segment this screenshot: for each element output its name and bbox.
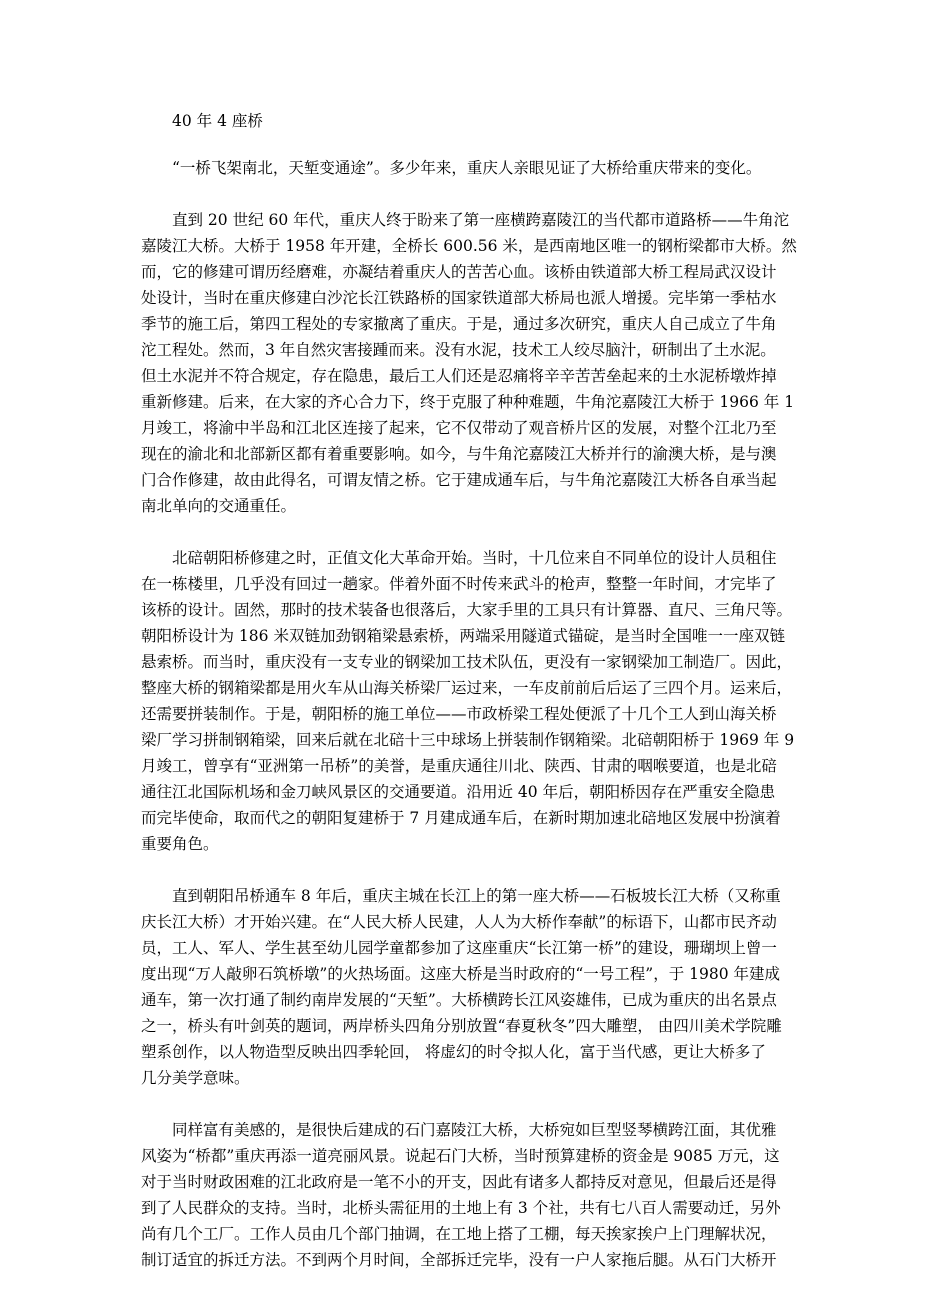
paragraph-line: 处设计，当时在重庆修建白沙沱长江铁路桥的国家铁道部大桥局也派人增援。完毕第一季枯水 — [141, 289, 777, 307]
paragraph — [141, 545, 809, 857]
paragraph-line: 季节的施工后，第四工程处的专家撤离了重庆。于是，通过多次研究，重庆人自己成立了牛角 — [141, 315, 777, 333]
paragraph-line: 制订适宜的拆迁方法。不到两个月时间，全部拆迁完毕，没有一户人家拖后腿。从石门大桥开 — [141, 1251, 777, 1269]
paragraph-line: 还需要拼装制作。于是，朝阳桥的施工单位——市政桥梁工程处便派了十几个工人到山海关桥 — [141, 705, 777, 723]
paragraph-line: 对于当时财政困难的江北政府是一笔不小的开支，因此有诸多人都持反对意见，但最后还是得 — [141, 1173, 777, 1191]
paragraph-line: 之一，桥头有叶剑英的题词，两岸桥头四角分别放置“春夏秋冬”四大雕塑， 由四川美术学院雕 — [141, 1017, 782, 1035]
paragraph-line: 梁厂学习拼制钢箱梁，回来后就在北碚十三中球场上拼装制作钢箱梁。北碚朝阳桥于 1969 年 9 — [141, 731, 795, 749]
section-heading: 40 年 4 座桥 — [172, 112, 263, 130]
paragraph-line: 庆长江大桥）才开始兴建。在“人民大桥人民建，人人为大桥作奉献”的标语下，山都市民齐动 — [141, 913, 777, 931]
paragraph-line: 直到 20 世纪 60 年代，重庆人终于盼来了第一座横跨嘉陵江的当代都市道路桥——牛角沱 — [172, 211, 790, 229]
paragraph — [141, 1117, 809, 1273]
paragraph-line: 直到朝阳吊桥通车 8 年后，重庆主城在长江上的第一座大桥——石板坡长江大桥（又称重 — [172, 887, 781, 905]
paragraph-line: 该桥的设计。固然，那时的技术装备也很落后，大家手里的工具只有计算器、直尺、三角尺等。 — [141, 601, 793, 619]
paragraph-line: 几分美学意味。 — [141, 1069, 250, 1087]
paragraph-line: 到了人民群众的支持。当时，北桥头需征用的土地上有 3 个社，共有七八百人需要动迁，另外 — [141, 1199, 781, 1217]
paragraph-line: 在一栋楼里，几乎没有回过一趟家。伴着外面不时传来武斗的枪声，整整一年时间，才完毕了 — [141, 575, 777, 593]
paragraph-line: 风姿为“桥都”重庆再添一道亮丽风景。说起石门大桥，当时预算建桥的资金是 9085 万元，这 — [141, 1147, 780, 1165]
paragraph-line: 重要角色。 — [141, 835, 219, 853]
paragraph — [141, 207, 809, 519]
paragraph-line: 嘉陵江大桥。大桥于 1958 年开建，全桥长 600.56 米，是西南地区唯一的钢桁梁都市大桥。然 — [141, 237, 797, 255]
document-body — [141, 108, 809, 1299]
paragraph-line: 通往江北国际机场和金刀峡风景区的交通要道。沿用近 40 年后，朝阳桥因存在严重安全隐患 — [141, 783, 776, 801]
paragraph — [141, 883, 809, 1091]
paragraph-line: 整座大桥的钢箱梁都是用火车从山海关桥梁厂运过来，一车皮前前后后运了三四个月。运来后， — [141, 679, 793, 697]
paragraph-line: 度出现“万人敲卵石筑桥墩”的火热场面。这座大桥是当时政府的“一号工程”，于 1980 年建成 — [141, 965, 780, 983]
paragraph-line: 通车，第一次打通了制约南岸发展的“天堑”。大桥横跨长江风姿雄伟，已成为重庆的出名景点 — [141, 991, 777, 1009]
paragraph-line: 北碚朝阳桥修建之时，正值文化大革命开始。当时，十几位来自不同单位的设计人员租住 — [172, 549, 777, 567]
paragraph-line: 而，它的修建可谓历经磨难，亦凝结着重庆人的苦苦心血。该桥由铁道部大桥工程局武汉设计 — [141, 263, 777, 281]
paragraph-line: 现在的渝北和北部新区都有着重要影响。如今，与牛角沱嘉陵江大桥并行的渝澳大桥，是与澳 — [141, 445, 777, 463]
paragraph-line: 塑系创作，以人物造型反映出四季轮回， 将虚幻的时令拟人化，富于当代感，更让大桥多了 — [141, 1043, 766, 1061]
paragraph-line: 重新修建。后来，在大家的齐心合力下，终于克服了种种难题，牛角沱嘉陵江大桥于 1966 年 1 — [141, 393, 795, 411]
paragraph-line: 门合作修建，故由此得名，可谓友情之桥。它于建成通车后，与牛角沱嘉陵江大桥各自承当起 — [141, 471, 777, 489]
paragraph-line: 沱工程处。然而，3 年自然灾害接踵而来。没有水泥，技术工人绞尽脑汁，研制出了土水泥。 — [141, 341, 776, 359]
paragraph — [141, 155, 809, 181]
paragraph-line: 朝阳桥设计为 186 米双链加劲钢箱梁悬索桥，两端采用隧道式锚碇，是当时全国唯一一座双链 — [141, 627, 785, 645]
paragraph-line: 但土水泥并不符合规定，存在隐患，最后工人们还是忍痛将辛辛苦苦垒起来的土水泥桥墩炸掉 — [141, 367, 777, 385]
paragraph-line: 同样富有美感的，是很快后建成的石门嘉陵江大桥，大桥宛如巨型竖琴横跨江面，其优雅 — [172, 1121, 777, 1139]
paragraph-line: 而完毕使命，取而代之的朝阳复建桥于 7 月建成通车后，在新时期加速北碚地区发展中扮演着 — [141, 809, 781, 827]
paragraph-line: “一桥飞架南北，天堑变通途”。多少年来，重庆人亲眼见证了大桥给重庆带来的变化。 — [172, 159, 762, 177]
paragraph-line: 月竣工，曾享有“亚洲第一吊桥”的美誉，是重庆通往川北、陕西、甘肃的咽喉要道，也是北碚 — [141, 757, 777, 775]
paragraph-line: 员，工人、军人、学生甚至幼儿园学童都参加了这座重庆“长江第一桥”的建设，珊瑚坝上曾一 — [141, 939, 777, 957]
paragraph-line: 南北单向的交通重任。 — [141, 497, 297, 515]
paragraph-line: 悬索桥。而当时，重庆没有一支专业的钢梁加工技术队伍，更没有一家钢梁加工制造厂。因此， — [141, 653, 793, 671]
paragraph-line: 月竣工，将渝中半岛和江北区连接了起来，它不仅带动了观音桥片区的发展，对整个江北乃至 — [141, 419, 777, 437]
paragraph-line: 尚有几个工厂。工作人员由几个部门抽调，在工地上搭了工棚，每天挨家挨户上门理解状况， — [141, 1225, 777, 1243]
